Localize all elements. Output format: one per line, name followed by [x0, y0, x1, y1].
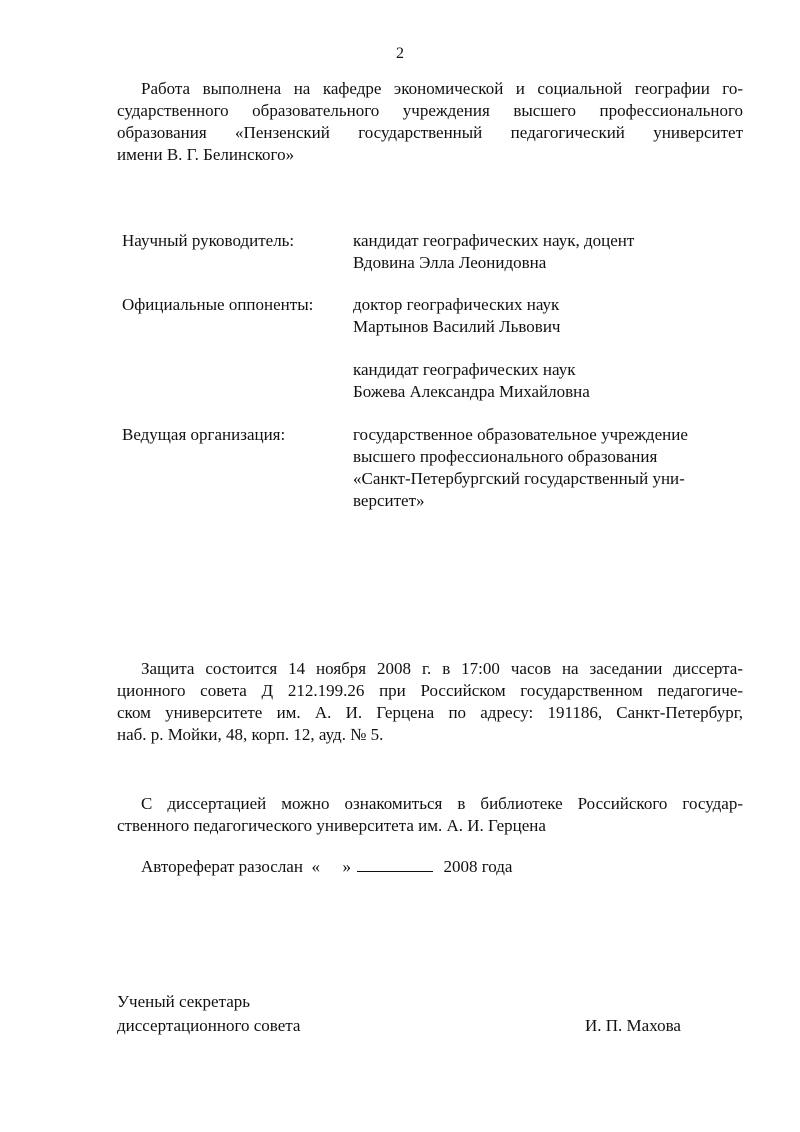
intro-line: имени В. Г. Белинского» — [117, 145, 295, 164]
lead-org-line: государственное образовательное учреждение — [353, 425, 688, 444]
lead-org-info — [353, 424, 743, 512]
page-number: 2 — [396, 45, 404, 62]
defense-line: ционного совета Д 212.199.26 при Российском государственном педагогиче- — [117, 681, 743, 700]
supervisor-degree: кандидат географических наук, доцент — [353, 231, 635, 250]
sent-suffix: 2008 года — [443, 857, 513, 876]
library-paragraph — [117, 793, 743, 837]
signature-title — [117, 990, 300, 1038]
month-blank — [357, 856, 433, 872]
opponent-first-name: Мартынов Василий Львович — [353, 317, 561, 336]
intro-line: сударственного образовательного учреждения высшего профессионального — [117, 101, 743, 120]
opponent-second-degree: кандидат географических наук — [353, 360, 576, 379]
lead-org-line: высшего профессионального образования — [353, 447, 658, 466]
library-line: С диссертацией можно ознакомиться в библиотеке Российского государ- — [141, 794, 743, 813]
signature-name: И. П. Махова — [585, 1016, 681, 1035]
opponent-second-name: Божева Александра Михайловна — [353, 382, 590, 401]
opponent-first — [353, 294, 743, 338]
lead-org-line: «Санкт-Петербургский государственный уни- — [353, 469, 685, 488]
sent-middle: » — [342, 857, 351, 876]
signature-title-line2: диссертационного совета — [117, 1016, 301, 1035]
supervisor-name: Вдовина Элла Леонидовна — [353, 253, 547, 272]
opponent-second — [353, 359, 743, 403]
defense-line: ском университете им. А. И. Герцена по адресу: 191186, Санкт-Петербург, — [117, 703, 743, 722]
sent-date-line — [141, 856, 512, 878]
defense-line: наб. р. Мойки, 48, корп. 12, ауд. № 5. — [117, 725, 384, 744]
signature-title-line1: Ученый секретарь — [117, 992, 251, 1011]
sent-prefix: Автореферат разослан « — [141, 857, 320, 876]
supervisor-label: Научный руководитель: — [122, 231, 295, 250]
library-line: ственного педагогического университета им. А. И. Герцена — [117, 816, 546, 835]
intro-paragraph — [117, 78, 743, 166]
defense-line: Защита состоится 14 ноября 2008 г. в 17:00 часов на заседании диссерта- — [141, 659, 743, 678]
intro-line: образования «Пензенский государственный педагогический университет — [117, 123, 743, 142]
defense-paragraph — [117, 658, 743, 746]
intro-line: Работа выполнена на кафедре экономической и социальной географии го- — [141, 79, 743, 98]
supervisor-info — [353, 230, 743, 274]
lead-org-line: верситет» — [353, 491, 425, 510]
opponent-first-degree: доктор географических наук — [353, 295, 560, 314]
opponents-label: Официальные оппоненты: — [122, 295, 314, 314]
lead-org-label: Ведущая организация: — [122, 425, 286, 444]
